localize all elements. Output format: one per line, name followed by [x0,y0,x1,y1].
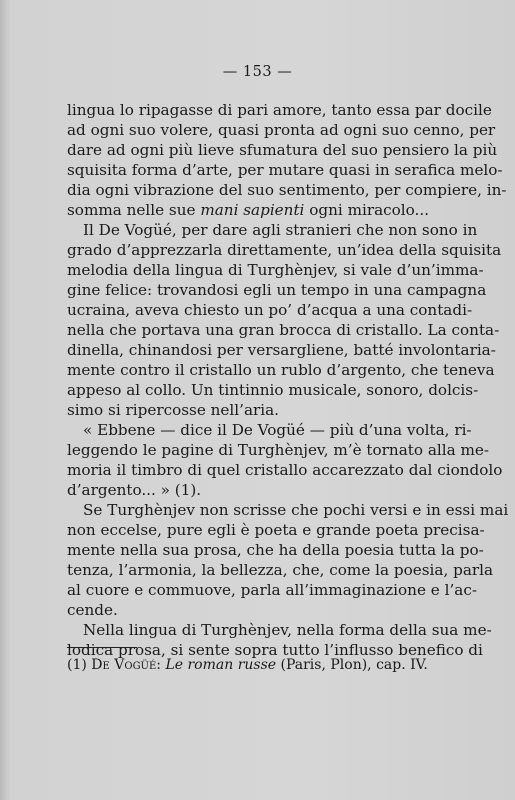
footnote [67,656,445,674]
text-line: squisita forma d’arte, per mutare quasi in serafica melo- [67,161,503,179]
paragraph-3 [67,420,503,500]
footnote-author: De Vogüé [91,657,157,673]
footnote-marker: (1) [67,657,92,673]
text-line: leggendo le pagine di Turghènjev, m’è tornato alla me- [67,441,489,459]
text-line: al cuore e commuove, parla all’immaginazione e l’ac- [67,581,477,599]
text-line: Nella lingua di Turghènjev, nella forma della sua me- [83,621,492,639]
body-text [67,100,509,660]
text-line: nella che portava una gran brocca di cristallo. La conta- [67,321,500,339]
text-line: d’argento... » (1). [67,481,202,499]
text-line: melodia della lingua di Turghènjev, si vale d’un’imma- [67,261,484,279]
text-line: ucraina, aveva chiesto un po’ d’acqua a una contadi- [67,301,473,319]
text-line: non eccelse, pure egli è poeta e grande poeta precisa- [67,521,485,539]
paragraph-2 [67,220,502,420]
footnote-divider [67,647,137,648]
paragraph-5 [67,620,492,660]
paragraph-4 [67,500,509,620]
footnote-rest: (Paris, Plon), cap. IV. [276,657,428,673]
text-line: ad ogni suo volere, quasi pronta ad ogni suo cenno, per [67,121,496,139]
text-line: Se Turghènjev non scrisse che pochi versi e in essi mai [83,501,509,519]
page-number: — 153 — [222,64,293,80]
text-fragment: somma nelle sue [67,201,201,219]
footnote-title: Le roman russe [165,657,277,673]
italic-phrase: mani sapienti [200,201,305,219]
text-line: gine felice: trovandosi egli un tempo in una campagna [67,281,487,299]
text-line: cende. [67,601,118,619]
text-line: mente contro il cristallo un rublo d’argento, che teneva [67,361,495,379]
text-line: simo si ripercosse nell’aria. [67,401,280,419]
text-line: lingua lo ripagasse di pari amore, tanto essa par docile [67,101,492,119]
paragraph-1 [67,100,507,220]
text-line [67,200,445,220]
text-line: dia ogni vibrazione del suo sentimento, per compiere, in- [67,181,507,199]
text-line: grado d’apprezzarla direttamente, un’idea della squisita [67,241,502,259]
text-fragment: ogni miracolo... [304,201,430,219]
text-line: appeso al collo. Un tintinnio musicale, sonoro, dolcis- [67,381,479,399]
text-line: moria il timbro di quel cristallo accarezzato dal ciondolo [67,461,503,479]
footnote-colon: : [156,657,166,673]
text-line: dare ad ogni più lieve sfumatura del suo pensiero la più [67,141,498,159]
text-line: mente nella sua prosa, che ha della poesia tutta la po- [67,541,484,559]
text-line: Il De Vogüé, per dare agli stranieri che non sono in [83,221,478,239]
text-line: lodica prosa, si sente sopra tutto l’influsso benefico di [67,641,483,659]
text-line: tenza, l’armonia, la bellezza, che, come la poesia, parla [67,561,494,579]
text-line: dinella, chinandosi per versargliene, batté involontaria- [67,341,496,359]
text-line: « Ebbene — dice il De Vogüé — più d’una volta, ri- [83,421,472,439]
